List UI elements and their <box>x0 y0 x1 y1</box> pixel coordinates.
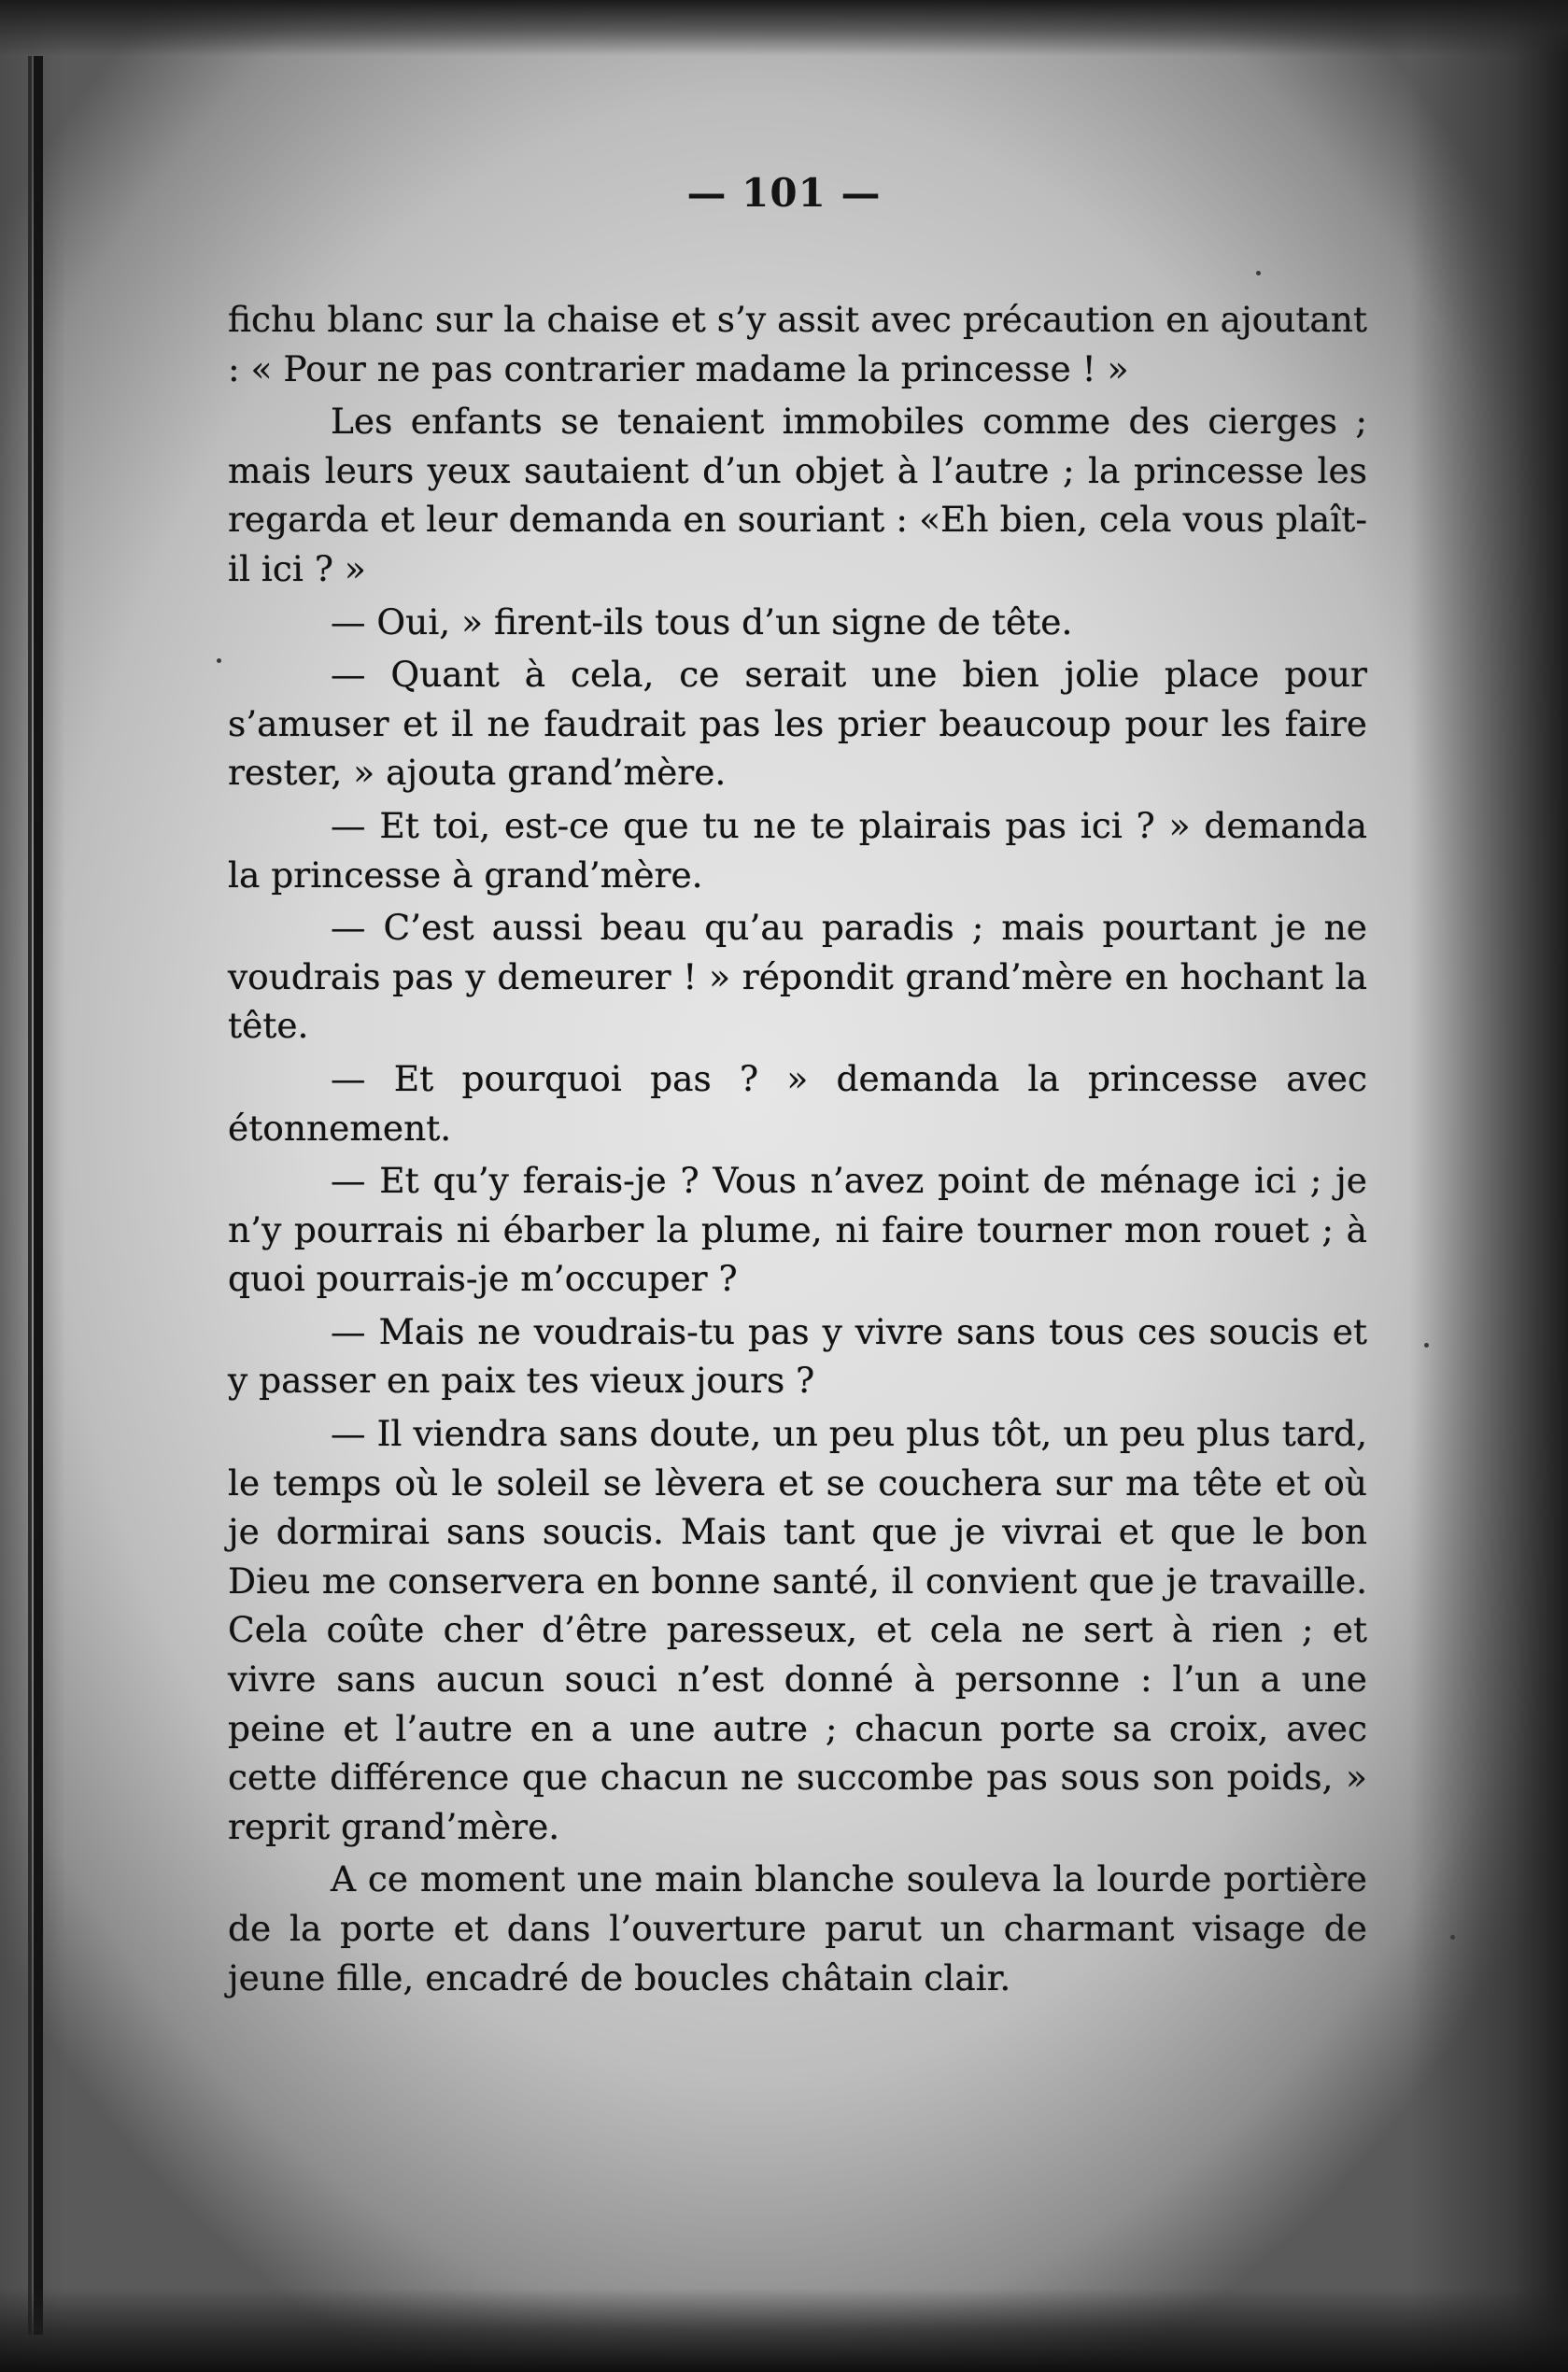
bottom-shadow <box>0 2288 1568 2372</box>
dust-speck <box>1424 1343 1429 1348</box>
paragraph-4: — Quant à cela, ce serait une bien jolie place pour s’amuser et il ne faudrait pas les prier beaucoup pour les faire rester, » ajouta grand’mère. <box>228 654 1367 794</box>
paragraph-6: — C’est aussi beau qu’au paradis ; mais pourtant je ne voudrais pas y demeurer ! » répondit grand’mère en hochant la tête. <box>228 907 1367 1047</box>
paragraph-1: fichu blanc sur la chaise et s’y assit avec précaution en ajoutant : « Pour ne pas contrarier madame la princesse ! » <box>228 299 1367 389</box>
dust-speck <box>1256 271 1261 275</box>
page-number: — 101 — <box>686 170 882 216</box>
dust-speck <box>1450 1935 1455 1940</box>
top-shadow <box>0 0 1568 56</box>
left-shadow <box>0 0 65 2372</box>
paragraph-10: — Il viendra sans doute, un peu plus tôt, un peu plus tard, le temps où le soleil se lèvera et se couchera sur ma tête et où je dormirai sans soucis. Mais tant que je vivrai et que le bon Dieu me conservera en bonne santé, il convient que je travaille. Cela coûte cher d’être paresseux, et cela ne sert à rien ; et vivre sans aucun souci n’est donné à personne : l’un a une peine et l’autre en a une autre ; chacun porte sa croix, avec cette différence que chacun ne succombe pas sous son poids, » reprit grand’mère. <box>228 1413 1367 1847</box>
paragraph-5: — Et toi, est-ce que tu ne te plairais pas ici ? » demanda la princesse à grand’mère. <box>228 804 1367 896</box>
binding-edge <box>34 56 43 2335</box>
dust-speck <box>217 658 221 663</box>
body-text <box>228 295 1367 2006</box>
paragraph-8: — Et qu’y ferais-je ? Vous n’avez point de ménage ici ; je n’y pourrais ni ébarber la plume, ni faire tourner mon rouet ; à quoi pourrais-je m’occuper ? <box>228 1160 1367 1300</box>
paragraph-11: A ce moment une main blanche souleva la lourde portière de la porte et dans l’ouverture parut un charmant visage de jeune fille, encadré de boucles châtain clair. <box>228 1858 1367 1998</box>
paragraph-7: — Et pourquoi pas ? » demanda la princesse avec étonnement. <box>228 1057 1367 1149</box>
paragraph-2: Les enfants se tenaient immobiles comme des cierges ; mais leurs yeux sautaient d’un objet à l’autre ; la princesse les regarda et leur demanda en souriant : «Eh bien, cela vous plaît-il ici ? » <box>228 401 1367 589</box>
binding-edge-thin <box>28 56 32 2335</box>
paragraph-9: — Mais ne voudrais-tu pas y vivre sans tous ces soucis et y passer en paix tes vieux jours ? <box>228 1310 1367 1402</box>
right-shadow <box>1409 0 1568 2372</box>
paragraph-3: — Oui, » firent-ils tous d’un signe de tête. <box>331 600 1073 642</box>
